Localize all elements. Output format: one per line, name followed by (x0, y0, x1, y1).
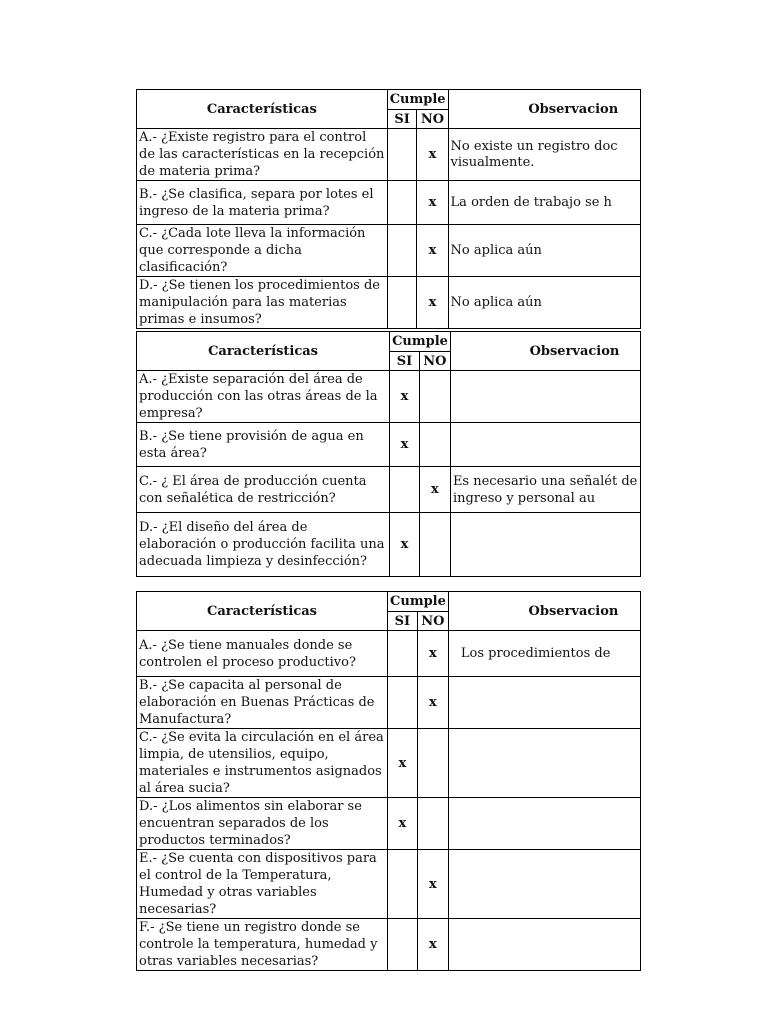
question-cell: A.- ¿Existe registro para el control de las características en la recepción de materia prima? (137, 129, 388, 181)
question-cell: D.- ¿Se tienen los procedimientos de manipulación para las materias primas e insumos? (137, 277, 388, 329)
checklist-table-1 (136, 89, 641, 329)
no-mark: x (417, 631, 448, 677)
no-mark (417, 798, 448, 850)
question-cell: C.- ¿Cada lote lleva la información que corresponde a dicha clasificación? (137, 225, 388, 277)
question-cell: B.- ¿Se clasifica, separa por lotes el ingreso de la materia prima? (137, 181, 388, 225)
header-observaciones: Observacion (448, 90, 640, 129)
table-row (137, 467, 641, 513)
no-mark (419, 371, 450, 423)
question-cell: B.- ¿Se capacita al personal de elaboración en Buenas Prácticas de Manufactura? (137, 677, 388, 729)
header-no: NO (417, 110, 448, 129)
question-cell: A.- ¿Existe separación del área de producción con las otras áreas de la empresa? (137, 371, 390, 423)
observation-cell: No aplica aún (448, 277, 640, 329)
si-mark: x (390, 423, 420, 467)
question-cell: B.- ¿Se tiene provisión de agua en esta área? (137, 423, 390, 467)
si-mark (387, 129, 417, 181)
si-mark (387, 181, 417, 225)
si-mark: x (390, 513, 420, 577)
table-row (137, 423, 641, 467)
no-mark: x (417, 919, 448, 971)
observation-cell (448, 798, 640, 850)
observation-cell (448, 850, 640, 919)
table-row (137, 919, 641, 971)
observation-cell: Los procedimientos de (448, 631, 640, 677)
observation-cell (450, 513, 640, 577)
si-mark: x (390, 371, 420, 423)
header-si: SI (387, 110, 417, 129)
no-mark (417, 729, 448, 798)
si-mark (390, 467, 420, 513)
header-si: SI (388, 612, 418, 631)
no-mark: x (419, 467, 450, 513)
question-cell: F.- ¿Se tiene un registro donde se controle la temperatura, humedad y otras variables necesarias? (137, 919, 388, 971)
header-observaciones: Observacion (448, 592, 640, 631)
question-cell: E.- ¿Se cuenta con dispositivos para el control de la Temperatura, Humedad y otras variables necesarias? (137, 850, 388, 919)
header-cumple: Cumple (388, 592, 449, 612)
no-mark: x (417, 677, 448, 729)
table-row (137, 631, 641, 677)
no-mark: x (417, 277, 448, 329)
table-row (137, 181, 641, 225)
question-cell: D.- ¿El diseño del área de elaboración o producción facilita una adecuada limpieza y desinfección? (137, 513, 390, 577)
no-mark: x (417, 225, 448, 277)
observation-cell (450, 371, 640, 423)
question-cell: C.- ¿Se evita la circulación en el área limpia, de utensilios, equipo, materiales e instrumentos asignados al área sucia? (137, 729, 388, 798)
observation-cell: La orden de trabajo se h (448, 181, 640, 225)
table-row (137, 225, 641, 277)
checklist-table-2 (136, 331, 641, 577)
table-row (137, 371, 641, 423)
no-mark (419, 513, 450, 577)
header-cumple: Cumple (387, 90, 448, 110)
table-row (137, 677, 641, 729)
si-mark (388, 850, 418, 919)
table-row (137, 277, 641, 329)
observation-cell (450, 423, 640, 467)
header-observaciones: Observacion (450, 332, 640, 371)
si-mark: x (388, 729, 418, 798)
si-mark (388, 919, 418, 971)
observation-cell (448, 677, 640, 729)
header-caracteristicas: Características (137, 90, 388, 129)
observation-cell: No existe un registro doc visualmente. (448, 129, 640, 181)
question-cell: D.- ¿Los alimentos sin elaborar se encuentran separados de los productos terminados? (137, 798, 388, 850)
table-row (137, 798, 641, 850)
no-mark: x (417, 181, 448, 225)
si-mark (387, 225, 417, 277)
no-mark: x (417, 850, 448, 919)
no-mark (419, 423, 450, 467)
table-row (137, 513, 641, 577)
si-mark (388, 677, 418, 729)
header-caracteristicas: Características (137, 592, 388, 631)
observation-cell (448, 919, 640, 971)
header-cumple: Cumple (390, 332, 451, 352)
question-cell: C.- ¿ El área de producción cuenta con señalética de restricción? (137, 467, 390, 513)
observation-cell (448, 729, 640, 798)
si-mark: x (388, 798, 418, 850)
header-no: NO (417, 612, 448, 631)
header-no: NO (419, 352, 450, 371)
observation-cell: Es necesario una señalét de ingreso y personal au (450, 467, 640, 513)
no-mark: x (417, 129, 448, 181)
si-mark (387, 277, 417, 329)
header-caracteristicas: Características (137, 332, 390, 371)
observation-cell: No aplica aún (448, 225, 640, 277)
si-mark (388, 631, 418, 677)
table-row (137, 729, 641, 798)
header-si: SI (390, 352, 420, 371)
table-row (137, 129, 641, 181)
table-row (137, 850, 641, 919)
question-cell: A.- ¿Se tiene manuales donde se controlen el proceso productivo? (137, 631, 388, 677)
checklist-table-3 (136, 591, 641, 971)
